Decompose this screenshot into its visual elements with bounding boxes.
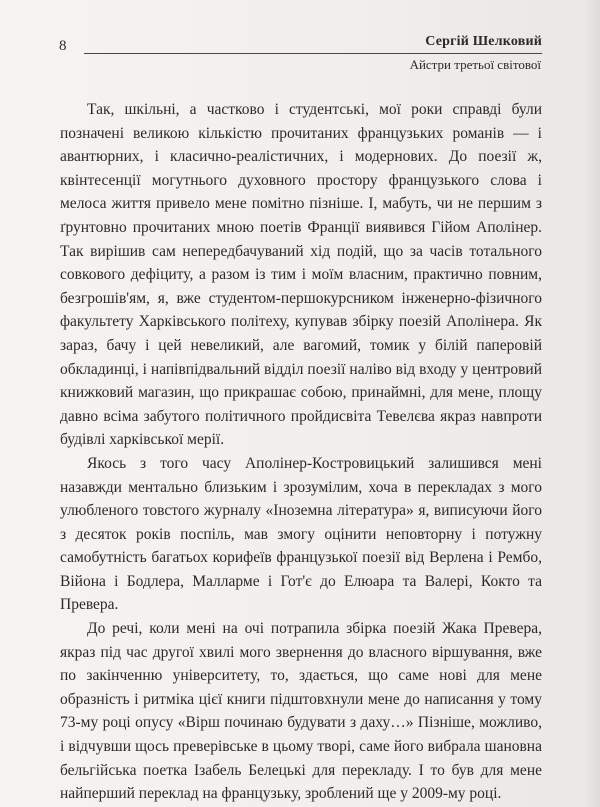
book-title: Айстри третьої світової [409, 57, 541, 72]
page-number: 8 [59, 38, 67, 54]
paragraph: Так, шкільні, а частково і студентські, мої роки справді були позначені великою кількістю прочитаних французьких романів — і авантюрних, і класично-реалістичних, і модернових. До поезії ж, квінтесенції могутнього духовного простору французького слова і мелоса життя привело мене помітно пізніше. І, мабуть, чи не першим з ґрунтовно прочитаних мною поетів Франції виявився Гійом Аполінер. Так вирішив сам непередбачуваний хід подій, що за часів тотального совкового дефіциту, а разом із тим і моїм власним, практично повним, безгрошів'ям, я, вже студентом-першокурсником інженерно-фізичного факультету Харківського політеху, купував збірку поезій Аполінера. Як зараз, бачу і цей невеликий, але вагомий, томик у білій паперовій обкладинці, і напівпідвальний відділ поезії наліво від входу у центровий книжковий магазин, що прикрашає собою, принаймні, для мене, площу давно всіма забутого політичного пройдисвіта Тевелєва якраз навпроти будівлі харківської мерії. [60, 101, 542, 449]
body-text [60, 98, 542, 806]
author-name: Сергій Шелковий [425, 34, 542, 49]
paragraph: До речі, коли мені на очі потрапила збірка поезій Жака Превера, якраз під час другої хвилі мого звернення до власного віршування, вже по закінченню університету, то, здається, що саме нові для мене образність і ритміка цієї книги підштовхнули мене до написання у тому 73-му році опусу «Вірш починаю будувати з даху…» Пізніше, можливо, і відчувши щось преверівське в цьому творі, саме його вибрала шановна бельгійська поетка Ізабель Белецькі для перекладу. І то був для мене найперший переклад на французьку, зроблений ще у 2009-му році. [60, 620, 542, 803]
paragraph: Якось з того часу Аполінер-Костровицький залишився мені назавжди ментально близьким і зрозумілим, хоча в перекладах з мого улюбленого товстого журналу «Іноземна література» я, виписуючи його з десяток років поспіль, мав змогу оцінити неповторну і потужну самобутність багатьох корифеїв французької поезії від Верлена і Рембо, Війона і Бодлера, Малларме і Гот'є до Елюара та Валері, Кокто та Превера. [60, 454, 542, 614]
page-edge-shadow [586, 0, 600, 807]
running-head [52, 34, 542, 73]
